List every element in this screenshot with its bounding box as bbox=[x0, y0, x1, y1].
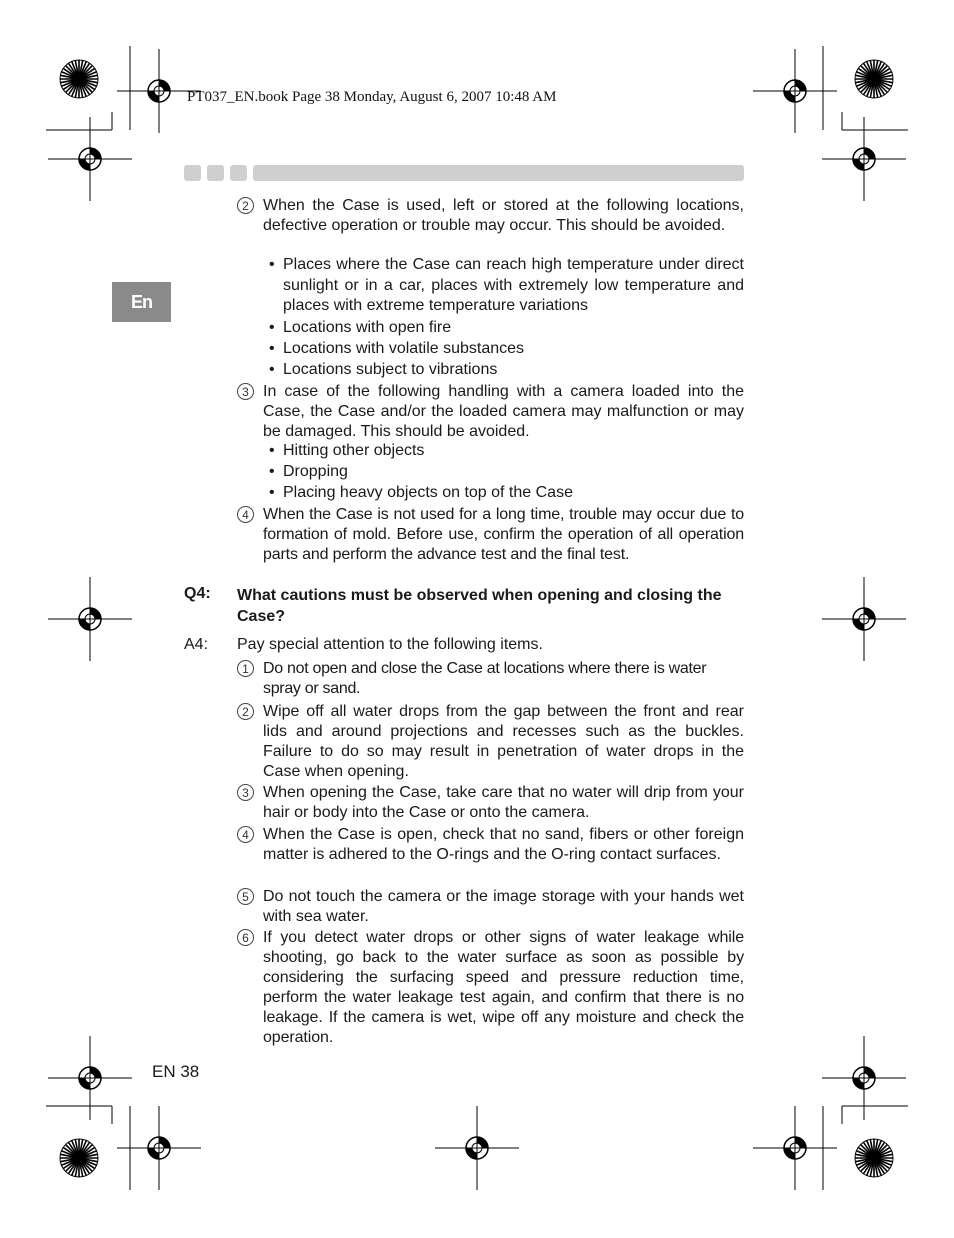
question-text: What cautions must be observed when opening and closing the Case? bbox=[237, 587, 722, 625]
bullet-text: Locations with volatile substances bbox=[283, 340, 525, 357]
item-number: 4 bbox=[237, 506, 254, 523]
bullet-item: • Locations with open fire bbox=[269, 318, 744, 339]
item-number: 6 bbox=[237, 929, 254, 946]
item-text: When the Case is open, check that no sand, fibers or other foreign matter is adhered to the O-rings and the O-ring contact surfaces. bbox=[263, 826, 744, 863]
list-item bbox=[237, 783, 744, 823]
item-number: 2 bbox=[237, 703, 254, 720]
language-tab: En bbox=[112, 282, 171, 322]
header-block bbox=[184, 165, 201, 181]
item-number: 1 bbox=[237, 660, 254, 677]
page-number: EN 38 bbox=[152, 1062, 200, 1081]
item-number: 3 bbox=[237, 383, 254, 400]
bullet-text: Hitting other objects bbox=[283, 442, 425, 459]
answer-label: A4: bbox=[184, 636, 209, 653]
bullet-text: Locations with open fire bbox=[283, 319, 452, 336]
list-item bbox=[237, 702, 744, 782]
item-text: When the Case is not used for a long time, trouble may occur due to formation of mold. Before use, confirm the operation of all operation parts and perform the advance test and the final test. bbox=[263, 506, 744, 563]
bullet-item: • Hitting other objects bbox=[269, 441, 744, 462]
list-item bbox=[237, 659, 744, 699]
bullet-item: • Placing heavy objects on top of the Case bbox=[269, 483, 744, 504]
item-number: 3 bbox=[237, 784, 254, 801]
bullet-text: Dropping bbox=[283, 463, 348, 480]
list-item bbox=[237, 196, 744, 236]
item-text: When opening the Case, take care that no water will drip from your hair or body into the Case or onto the camera. bbox=[263, 784, 744, 821]
header-bar bbox=[253, 165, 744, 181]
list-item bbox=[237, 382, 744, 442]
bullet-item: • Locations with volatile substances bbox=[269, 339, 744, 360]
item-text: Wipe off all water drops from the gap between the front and rear lids and around projections and recesses such as the buckles. Failure to do so may result in penetration of water drops in the Case when opening. bbox=[263, 703, 744, 780]
item-number: 5 bbox=[237, 888, 254, 905]
printer-slug: PT037_EN.book Page 38 Monday, August 6, 2007 10:48 AM bbox=[187, 89, 557, 105]
answer-text: Pay special attention to the following items. bbox=[237, 636, 543, 653]
bullet-item: • Places where the Case can reach high temperature under direct sunlight or in a car, places with extremely low temperature and places with extreme temperature variations bbox=[269, 255, 744, 317]
header-block bbox=[207, 165, 224, 181]
list-item bbox=[237, 825, 744, 865]
list-item bbox=[237, 928, 744, 1048]
item-number: 4 bbox=[237, 826, 254, 843]
list-item bbox=[237, 505, 744, 565]
item-text: If you detect water drops or other signs of water leakage while shooting, go back to the water surface as soon as possible by considering the surfacing speed and pressure reduction time, perform the water leakage test again, and confirm that there is no leakage. If the camera is wet, wipe off any moisture and check the operation. bbox=[263, 929, 744, 1046]
bullet-item: • Locations subject to vibrations bbox=[269, 360, 744, 381]
bullet-text: Placing heavy objects on top of the Case bbox=[283, 484, 573, 501]
bullet-text: Locations subject to vibrations bbox=[283, 361, 498, 378]
item-text: Do not open and close the Case at locations where there is water spray or sand. bbox=[263, 660, 707, 697]
header-block bbox=[230, 165, 247, 181]
list-item bbox=[237, 887, 744, 927]
bullet-item: • Dropping bbox=[269, 462, 744, 483]
item-text: When the Case is used, left or stored at the following locations, defective operation or trouble may occur. This should be avoided. bbox=[263, 197, 744, 234]
item-text: In case of the following handling with a camera loaded into the Case, the Case and/or the loaded camera may malfunction or may be damaged. This should be avoided. bbox=[263, 383, 744, 440]
question-label: Q4: bbox=[184, 585, 211, 602]
item-number: 2 bbox=[237, 197, 254, 214]
item-text: Do not touch the camera or the image storage with your hands wet with sea water. bbox=[263, 888, 744, 925]
bullet-text: Places where the Case can reach high temperature under direct sunlight or in a car, places with extremely low temperature and places with extreme temperature variations bbox=[283, 256, 744, 314]
